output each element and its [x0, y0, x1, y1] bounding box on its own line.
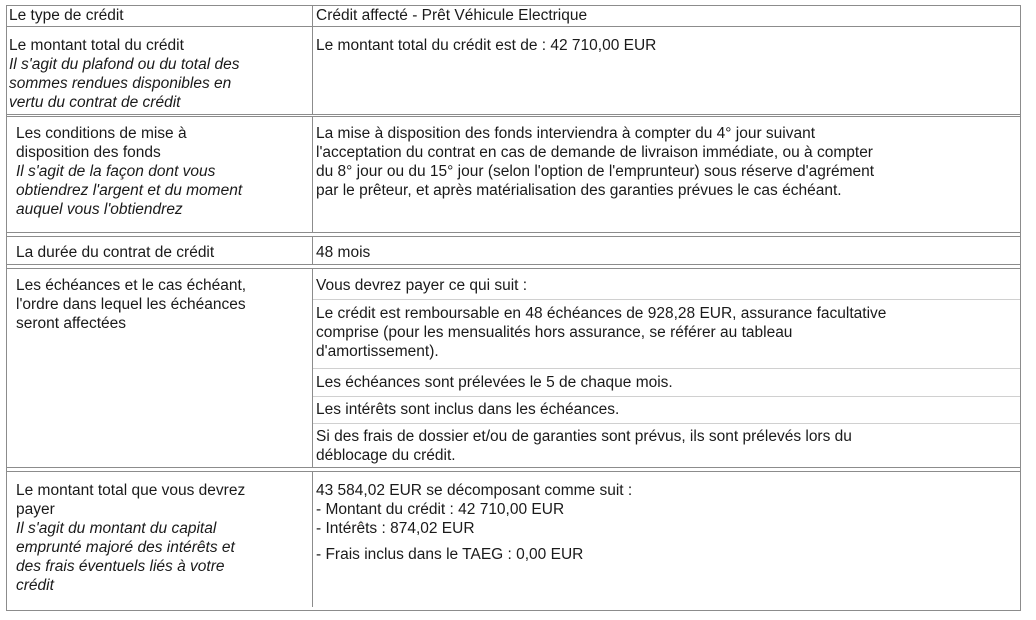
row-divider: [6, 116, 1021, 117]
row-note: sommes rendues disponibles en: [9, 75, 232, 92]
row-value: d'amortissement).: [316, 343, 439, 360]
row-value: déblocage du crédit.: [316, 447, 456, 464]
row-note: Il s'agit du montant du capital: [16, 520, 217, 537]
row-divider: [6, 268, 1021, 269]
column-divider: [312, 471, 313, 607]
column-divider: [312, 5, 313, 114]
row-value: par le prêteur, et après matérialisation des garanties prévues le cas échéant.: [316, 182, 842, 199]
row-divider: [6, 471, 1021, 472]
row-divider: [6, 114, 1021, 115]
row-label: Les échéances et le cas échéant,: [16, 277, 247, 294]
row-value: Les intérêts sont inclus dans les échéances.: [316, 401, 620, 418]
row-label: La durée du contrat de crédit: [16, 244, 215, 261]
row-note: vertu du contrat de crédit: [9, 94, 181, 111]
list-item: - Frais inclus dans le TAEG : 0,00 EUR: [316, 546, 584, 563]
row-value: 48 mois: [316, 244, 371, 261]
list-item: - Intérêts : 874,02 EUR: [316, 520, 475, 537]
paragraph-divider: [313, 368, 1020, 369]
row-label: disposition des fonds: [16, 144, 161, 161]
row-label: payer: [16, 501, 55, 518]
list-item: - Montant du crédit : 42 710,00 EUR: [316, 501, 565, 518]
row-value: Le montant total du crédit est de : 42 710,00 EUR: [316, 37, 657, 54]
table-border-bottom: [6, 610, 1021, 611]
row-note: Il s'agit du plafond ou du total des: [9, 56, 240, 73]
row-note: crédit: [16, 577, 54, 594]
row-divider: [6, 232, 1021, 233]
row-value: Vous devrez payer ce qui suit :: [316, 277, 528, 294]
row-label: l'ordre dans lequel les échéances: [16, 296, 246, 313]
row-note: obtiendrez l'argent et du moment: [16, 182, 243, 199]
row-value: du 8° jour ou du 15° jour (selon l'option de l'emprunteur) sous réserve d'agrément: [316, 163, 875, 180]
row-label: Le montant total du crédit: [9, 37, 184, 54]
row-value: Crédit affecté - Prêt Véhicule Electrique: [316, 7, 588, 24]
paragraph-divider: [313, 299, 1020, 300]
row-label: Le type de crédit: [9, 7, 124, 24]
table-border-right: [1020, 5, 1021, 611]
table-border-left: [6, 5, 7, 611]
row-note: Il s'agit de la façon dont vous: [16, 163, 216, 180]
row-label: Le montant total que vous devrez: [16, 482, 246, 499]
row-value: 43 584,02 EUR se décomposant comme suit :: [316, 482, 633, 499]
row-note: emprunté majoré des intérêts et: [16, 539, 235, 556]
row-value: Si des frais de dossier et/ou de garanties sont prévus, ils sont prélevés lors du: [316, 428, 852, 445]
paragraph-divider: [313, 396, 1020, 397]
row-value: comprise (pour les mensualités hors assurance, se référer au tableau: [316, 324, 793, 341]
row-value: l'acceptation du contrat en cas de demande de livraison immédiate, ou à compter: [316, 144, 873, 161]
row-label: Les conditions de mise à: [16, 125, 187, 142]
row-note: auquel vous l'obtiendrez: [16, 201, 183, 218]
column-divider: [312, 236, 313, 264]
column-divider: [312, 116, 313, 232]
row-divider: [6, 236, 1021, 237]
row-value: Le crédit est remboursable en 48 échéances de 928,28 EUR, assurance facultative: [316, 305, 887, 322]
row-value: Les échéances sont prélevées le 5 de chaque mois.: [316, 374, 673, 391]
row-note: des frais éventuels liés à votre: [16, 558, 225, 575]
row-label: seront affectées: [16, 315, 127, 332]
row-divider: [6, 264, 1021, 265]
row-divider: [6, 467, 1021, 468]
row-value: La mise à disposition des fonds interviendra à compter du 4° jour suivant: [316, 125, 816, 142]
paragraph-divider: [313, 423, 1020, 424]
row-divider: [6, 26, 1021, 27]
